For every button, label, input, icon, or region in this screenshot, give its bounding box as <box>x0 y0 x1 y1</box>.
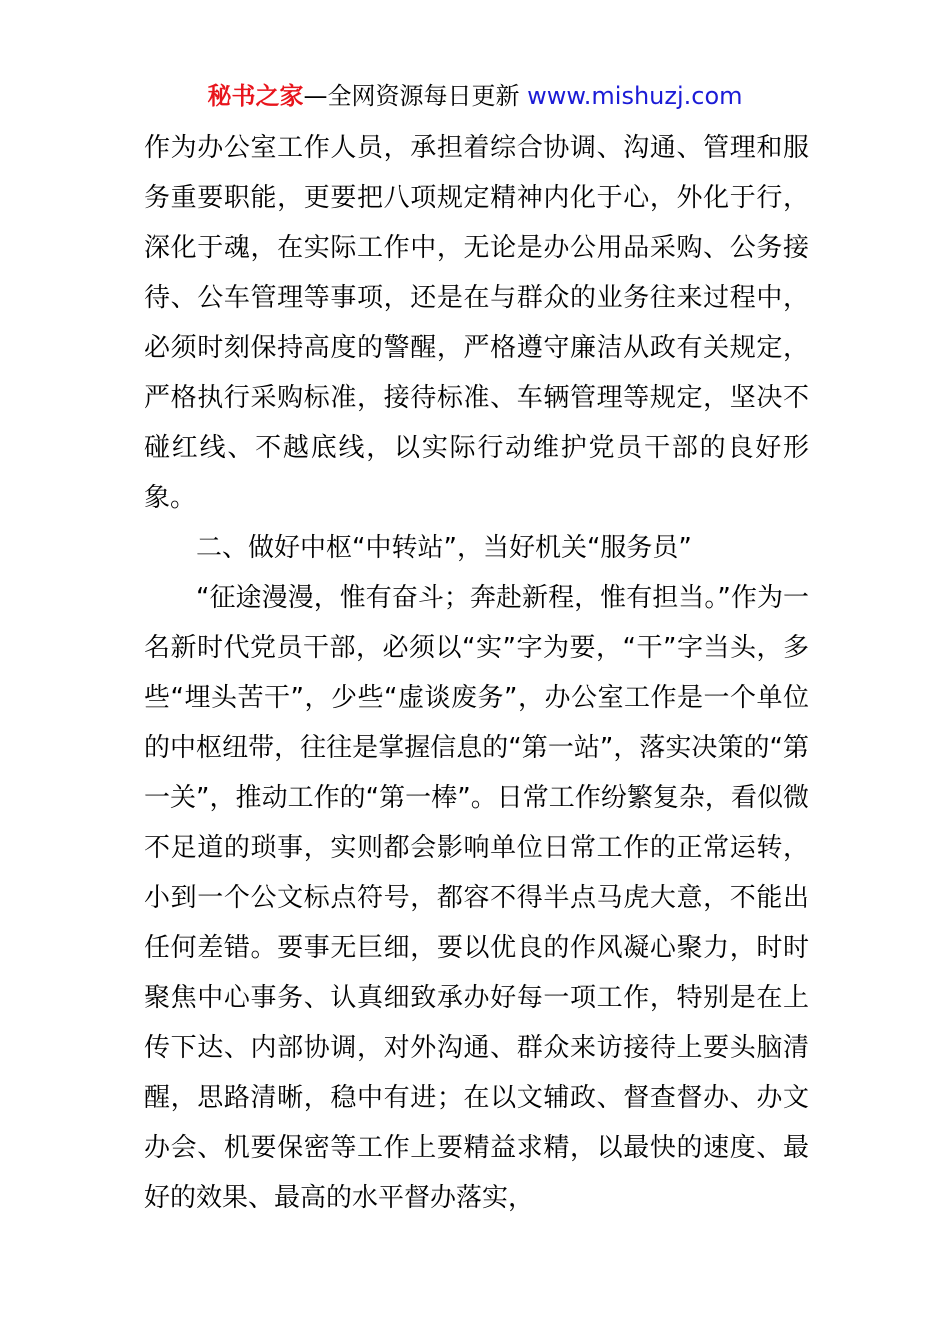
section-heading: 二、做好中枢“中转站”，当好机关“服务员” <box>196 533 692 563</box>
body-paragraph: 作为办公室工作人员，承担着综合协调、沟通、管理和服务重要职能，更要把八项规定精神内化于心，外化于行，深化于魂，在实际工作中，无论是办公用品采购、公务接待、公车管理等事项，还是在与群众的业务往来过程中，必须时刻保持高度的警醒，严格遵守廉洁从政有关规定，严格执行采购标准，接待标准、车辆管理等规定，坚决不碰红线、不越底线，以实际行动维护党员干部的良好形象。 <box>144 133 809 513</box>
document-body <box>144 123 809 1223</box>
site-url-link[interactable]: www.mishuzj.com <box>527 82 743 110</box>
body-paragraph: “征途漫漫，惟有奋斗；奔赴新程，惟有担当。”作为一名新时代党员干部，必须以“实”字为要，“干”字当头，多些“埋头苦干”，少些“虚谈废务”，办公室工作是一个单位的中枢纽带，往往是掌握信息的“第一站”，落实决策的“第一关”，推动工作的“第一棒”。日常工作纷繁复杂，看似微不足道的琐事，实则都会影响单位日常工作的正常运转，小到一个公文标点符号，都容不得半点马虎大意，不能出任何差错。要事无巨细，要以优良的作风凝心聚力，时时聚焦中心事务、认真细致承办好每一项工作，特别是在上传下达、内部协调，对外沟通、群众来访接待上要头脑清醒，思路清晰，稳中有进；在以文辅政、督查督办、办文办会、机要保密等工作上要精益求精，以最快的速度、最好的效果、最高的水平督办落实， <box>144 583 809 1213</box>
site-brand: 秘书之家 <box>207 82 304 110</box>
site-header <box>0 80 950 112</box>
site-slogan: —全网资源每日更新 <box>303 82 528 110</box>
